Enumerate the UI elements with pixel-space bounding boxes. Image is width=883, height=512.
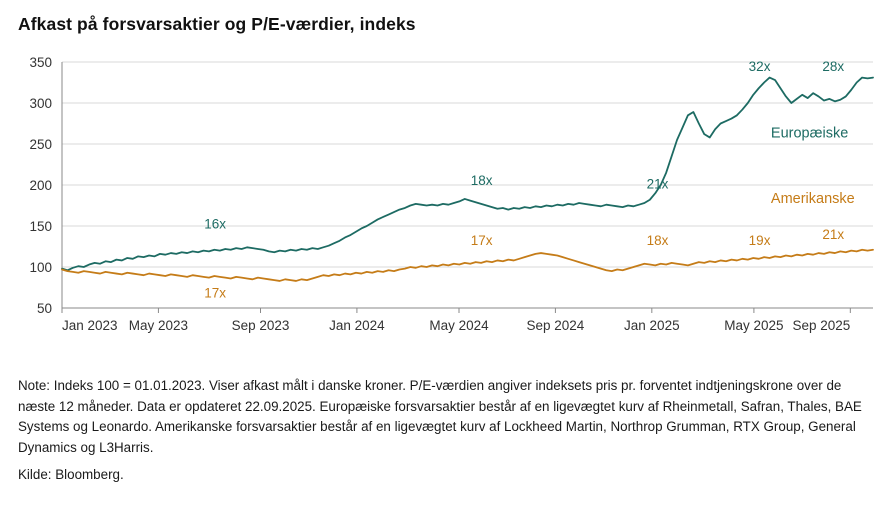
x-tick-label: May 2024 [429, 318, 489, 333]
y-tick-label: 200 [29, 178, 52, 193]
annotation-28x: 28x [822, 59, 845, 75]
y-tick-label: 350 [29, 55, 52, 70]
annotation-21x: 21x [646, 176, 669, 192]
y-tick-label: 50 [36, 301, 52, 316]
x-tick-label: May 2023 [128, 318, 189, 333]
annotation-18x: 18x [646, 232, 669, 248]
annotation-17x: 17x [204, 285, 227, 301]
y-tick-label: 300 [29, 96, 52, 111]
y-tick-label: 100 [29, 260, 52, 275]
y-tick-label: 150 [29, 219, 52, 234]
x-tick-label: Jan 2024 [329, 318, 385, 333]
chart-svg [0, 44, 883, 364]
annotation-16x: 16x [204, 216, 227, 232]
x-tick-label: Jan 2025 [624, 318, 680, 333]
y-tick-label: 250 [29, 137, 52, 152]
page-title: Afkast på forsvarsaktier og P/E-værdier, indeks [18, 14, 416, 34]
annotation-19x: 19x [748, 232, 771, 248]
chart-plot-area [0, 44, 883, 364]
series-label-amerikanske: Amerikanske [770, 191, 855, 208]
annotation-32x: 32x [748, 59, 771, 75]
x-tick-label: Sep 2025 [792, 318, 851, 333]
x-tick-label: Sep 2023 [231, 318, 290, 333]
footer-source: Kilde: Bloomberg. [18, 467, 124, 482]
annotation-18x: 18x [470, 173, 493, 188]
chart-footer [18, 376, 866, 486]
annotation-21x: 21x [822, 227, 845, 243]
x-tick-label: Jan 2023 [62, 318, 118, 333]
x-tick-label: Sep 2024 [526, 318, 585, 333]
footer-note: Note: Indeks 100 = 01.01.2023. Viser afkast målt i danske kroner. P/E-værdien angiver indeksets pris pr. forventet indtjeningskrone over de næste 12 måneder. Data er opdateret 22.09.2025. Europæiske forsvarsaktier består af en ligevægtet kurv af Rheinmetall, Safran, Thales, BAE Systems og Leonardo. Amerikanske forsvarsaktier består af en ligevægtet kurv af Lockheed Martin, Northrop Grumman, RTX Group, General Dynamics og L3Harris. [18, 378, 862, 455]
annotation-17x: 17x [470, 232, 493, 248]
x-tick-label: May 2025 [724, 318, 784, 333]
series-line-amerikanske [62, 250, 873, 281]
series-label-europaeiske: Europæiske [770, 125, 849, 142]
